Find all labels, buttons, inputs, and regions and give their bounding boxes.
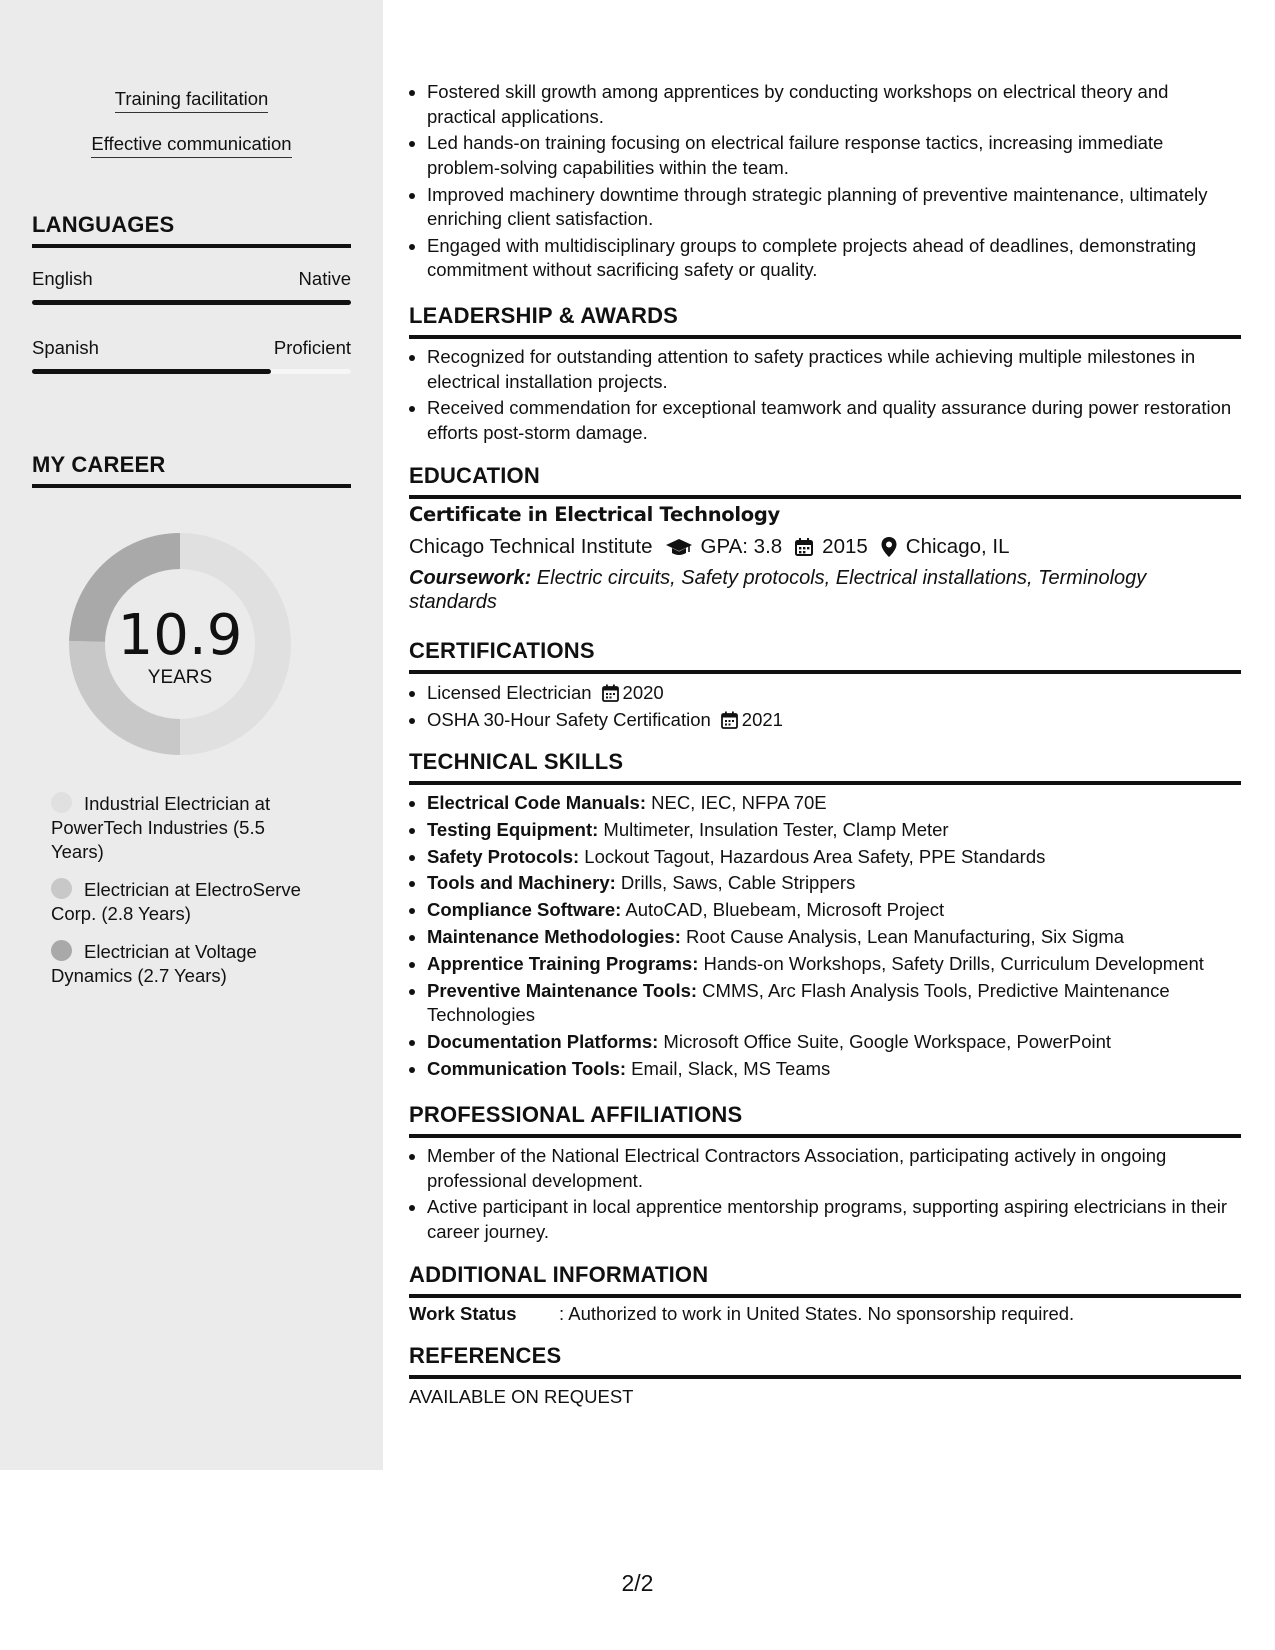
list-item: • Tools and Machinery: Drills, Saws, Cable Strippers — [427, 871, 1241, 896]
list-item: • Documentation Platforms: Microsoft Office Suite, Google Workspace, PowerPoint — [427, 1030, 1241, 1055]
list-item: • Active participant in local apprentice mentorship programs, supporting aspiring electricians in their career journey. — [427, 1195, 1241, 1244]
degree-title: Certificate in Electrical Technology — [409, 503, 780, 526]
school-location: Chicago, IL — [905, 535, 1010, 558]
technical-skills-list — [409, 791, 1241, 1083]
section-heading: ADDITIONAL INFORMATION — [409, 1262, 1241, 1298]
language-name: Spanish — [32, 337, 99, 358]
coursework-text: Electric circuits, Safety protocols, Electrical installations, Terminology standards — [409, 567, 1147, 613]
career-heading: MY CAREER — [32, 452, 351, 488]
location-pin-icon — [880, 536, 898, 558]
language-bar-fill — [32, 369, 271, 374]
gpa: GPA: 3.8 — [700, 535, 783, 558]
work-status-value: : Authorized to work in United States. No sponsorship required. — [559, 1303, 1075, 1324]
career-total: 10.9 — [117, 603, 243, 668]
legend-dot — [51, 792, 72, 813]
list-item: • Recognized for outstanding attention to safety practices while achieving multiple milestones in electrical installation projects. — [427, 345, 1241, 394]
language-bar — [32, 300, 351, 305]
career-donut-chart — [66, 530, 294, 758]
legend-dot — [51, 878, 72, 899]
coursework — [409, 566, 1209, 614]
experience-bullets — [409, 80, 1241, 285]
list-item: • Maintenance Methodologies: Root Cause Analysis, Lean Manufacturing, Six Sigma — [427, 925, 1241, 950]
language-bar-fill — [32, 300, 351, 305]
language-level: Proficient — [273, 337, 351, 358]
skill-item: Training facilitation — [0, 88, 383, 110]
graduation-cap-icon — [665, 537, 693, 557]
list-item: • Engaged with multidisciplinary groups to complete projects ahead of deadlines, demonstrating commitment without sacrificing safety or quality. — [427, 234, 1241, 283]
section-heading: PROFESSIONAL AFFILIATIONS — [409, 1102, 1241, 1138]
list-item: • Licensed Electrician 2020 — [427, 681, 1241, 706]
list-item: • Improved machinery downtime through strategic planning of preventive maintenance, ultimately enriching client satisfaction. — [427, 183, 1241, 232]
career-unit: YEARS — [147, 667, 213, 688]
work-status-row — [409, 1303, 1074, 1325]
section-heading: TECHNICAL SKILLS — [409, 749, 1241, 785]
list-item: • Safety Protocols: Lockout Tagout, Hazardous Area Safety, PPE Standards — [427, 845, 1241, 870]
list-item: • Electrical Code Manuals: NEC, IEC, NFPA 70E — [427, 791, 1241, 816]
education-details — [409, 535, 1009, 559]
page-number: 2/2 — [621, 1570, 654, 1596]
career-legend-item: Industrial Electrician at PowerTech Industries (5.5 Years) — [51, 793, 271, 862]
list-item: • Received commendation for exceptional teamwork and quality assurance during power restoration efforts post-storm damage. — [427, 396, 1241, 445]
calendar-icon — [721, 711, 738, 729]
list-item: • Preventive Maintenance Tools: CMMS, Arc Flash Analysis Tools, Predictive Maintenance Technologies — [427, 979, 1241, 1028]
section-heading: LEADERSHIP & AWARDS — [409, 303, 1241, 339]
calendar-icon — [794, 537, 814, 557]
skill-item: Effective communication — [0, 133, 383, 155]
certifications-list — [409, 681, 1241, 735]
career-legend-item: Electrician at Voltage Dynamics (2.7 Years) — [51, 941, 257, 986]
graduation-year: 2015 — [822, 535, 868, 558]
school-name: Chicago Technical Institute — [409, 535, 653, 558]
list-item: • Communication Tools: Email, Slack, MS Teams — [427, 1057, 1241, 1082]
work-status-label: Work Status — [409, 1303, 517, 1324]
language-bar — [32, 369, 351, 374]
list-item: • Compliance Software: AutoCAD, Bluebeam, Microsoft Project — [427, 898, 1241, 923]
list-item: • Apprentice Training Programs: Hands-on Workshops, Safety Drills, Curriculum Development — [427, 952, 1241, 977]
list-item: • Testing Equipment: Multimeter, Insulation Tester, Clamp Meter — [427, 818, 1241, 843]
languages-heading: LANGUAGES — [32, 212, 351, 248]
list-item: • Fostered skill growth among apprentices by conducting workshops on electrical theory and practical applications. — [427, 80, 1241, 129]
references-text: AVAILABLE ON REQUEST — [409, 1386, 634, 1407]
language-level: Native — [298, 268, 351, 289]
sidebar — [0, 0, 383, 1470]
leadership-list — [409, 345, 1241, 448]
section-heading: EDUCATION — [409, 463, 1241, 499]
list-item: • Led hands-on training focusing on electrical failure response tactics, increasing immediate problem-solving capabilities within the team. — [427, 131, 1241, 180]
language-row — [32, 268, 351, 290]
section-heading: CERTIFICATIONS — [409, 638, 1241, 674]
list-item: • Member of the National Electrical Contractors Association, participating actively in ongoing professional development. — [427, 1144, 1241, 1193]
affiliations-list — [409, 1144, 1241, 1247]
language-row — [32, 337, 351, 359]
list-item: • OSHA 30-Hour Safety Certification 2021 — [427, 708, 1241, 733]
career-legend-item: Electrician at ElectroServe Corp. (2.8 Years) — [51, 879, 301, 924]
section-heading: REFERENCES — [409, 1343, 1241, 1379]
legend-dot — [51, 940, 72, 961]
calendar-icon — [602, 684, 619, 702]
coursework-label: Coursework: — [409, 567, 532, 589]
language-name: English — [32, 268, 93, 289]
